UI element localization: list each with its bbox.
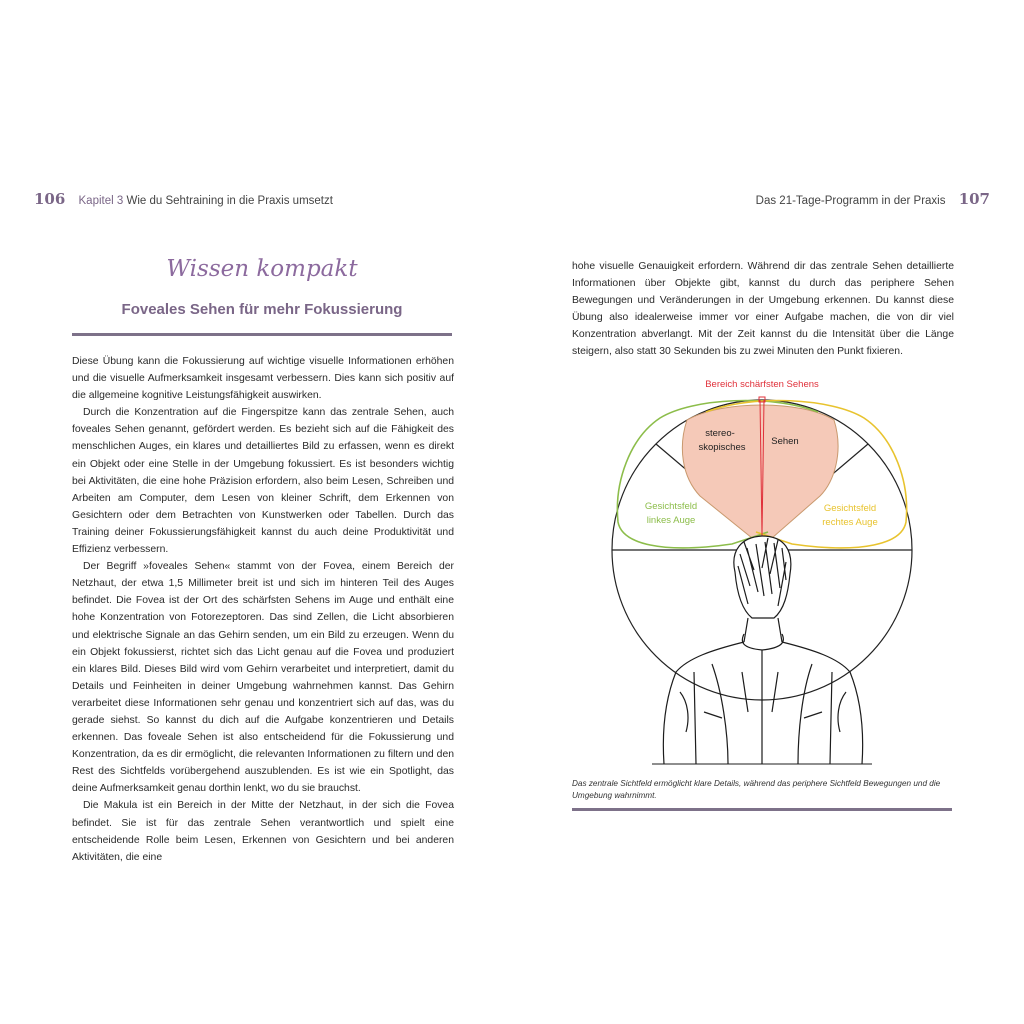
- person-illustration: [652, 536, 872, 764]
- left-field-label: Gesichtsfeld: [644, 501, 698, 512]
- left-running-head: [34, 190, 333, 208]
- chapter-title: Wie du Sehtraining in die Praxis umsetzt: [126, 195, 333, 207]
- stereo-label: skopisches: [698, 442, 746, 453]
- paragraph: Der Begriff »foveales Sehen« stammt von der Fovea, einem Bereich der Netzhaut, der etwa 1,5 Millimeter breit ist und sich im hinteren Teil des Auges befindet. Die Fovea ist der Ort des schärfsten Sehens im Auge und enthält eine hohe Konzentration von Fotorezeptoren. Das sind Zellen, die Licht absorbieren und elektrische Signale an das Gehirn senden, um ein Bild zu erzeugen. Wenn du ein Objekt fokussierst, richtet sich das Licht genau auf die Fovea und produziert ein klares Bild. Dieses Bild wird vom Gehirn verarbeitet und interpretiert, damit du Details und Feinheiten in deiner Umgebung wahrnehmen kannst. Das Gehirn verarbeitet diese Informationen sehr genau und konzentriert sich auf das, was du gerade siehst. So kannst du dich auf die Aufgabe konzentrieren und Details erkennen. Das foveale Sehen ist also entscheidend für die Fokussierung und Konzentration, da es dir ermöglicht, die relevanten Informationen zu filtern und den Rest des Sichtfelds vorübergehend auszublenden. Es ist wie ein Spotlight, das deine Aufmerksamkeit genau dorthin lenkt, wo du sie brauchst.: [72, 561, 454, 795]
- right-field-label: Gesichtsfeld: [823, 503, 877, 514]
- right-body-text: [572, 258, 954, 361]
- right-running-head: [756, 190, 990, 208]
- paragraph: Diese Übung kann die Fokussierung auf wichtige visuelle Informationen erhöhen und die visuelle Aufmerksamkeit insgesamt verbessern. Dies kann sich positiv auf die allgemeine kognitive Leistungsfähigkeit auswirken.: [72, 356, 454, 402]
- paragraph: Die Makula ist ein Bereich in der Mitte der Netzhaut, in der sich die Fovea befindet. Sie ist für das zentrale Sehen verantwortlich und spielt eine entscheidende Rolle beim Lesen, Erkennen von Gesichtern und bei anderen Aktivitäten, die eine: [72, 800, 454, 863]
- sharpest-vision-label: Bereich schärfsten Sehens: [705, 379, 819, 390]
- left-body-text: [72, 353, 454, 866]
- right-page-number: 107: [958, 190, 990, 208]
- visual-field-figure: [572, 372, 954, 766]
- box-title: Wissen kompakt: [166, 256, 358, 282]
- right-field-label: rechtes Auge: [822, 517, 878, 528]
- paragraph: Durch die Konzentration auf die Fingerspitze kann das zentrale Sehen, auch foveales Sehen genannt, gefördert werden. Es bezieht sich auf die Fähigkeit des menschlichen Auges, ein klares und detailliertes Bild zu erfassen, wenn es direkt ein Objekt oder eine Stelle in der Umgebung fokussiert. Es ist besonders wichtig bei Aktivitäten, die eine hohe Präzision erfordern, also beim Lesen, Schreiben und Arbeiten am Computer, dem Lesen von kleiner Schrift, dem Erkennen von Gesichtern oder dem Betrachten von Kunstwerken oder Tabellen. Durch das Training deiner Fokussierungsfähigkeit kannst du auch deine Produktivität und Effizienz verbessern.: [72, 407, 454, 556]
- chapter-label: Kapitel 3: [78, 195, 124, 207]
- left-field-label: linkes Auge: [646, 515, 696, 526]
- figure-caption: Das zentrale Sichtfeld ermöglicht klare Details, während das periphere Sichtfeld Bewegungen und die Umgebung wahrnimmt.: [572, 779, 941, 800]
- sehen-label: Sehen: [771, 436, 799, 447]
- caption-divider: [572, 808, 952, 811]
- box-subtitle: Foveales Sehen für mehr Fokussierung: [121, 301, 403, 318]
- paragraph: hohe visuelle Genauigkeit erfordern. Während dir das zentrale Sehen detaillierte Informationen über Objekte gibt, kannst du durch das periphere Sehen Bewegungen und Veränderungen in der Umgebung erkennen. Du kannst diese Übung also idealerweise immer vor einer Aufgabe machen, die von dir viel Konzentration abverlangt. Mit der Zeit kannst du die Intensität über die Länge steigern, also statt 30 Sekunden bis zu zwei Minuten den Punkt fixieren.: [572, 261, 954, 358]
- stereo-label: stereo-: [705, 428, 735, 439]
- box-divider: [72, 333, 452, 336]
- right-running-title: Das 21-Tage-Programm in der Praxis: [755, 195, 946, 207]
- left-page-number: 106: [34, 190, 66, 208]
